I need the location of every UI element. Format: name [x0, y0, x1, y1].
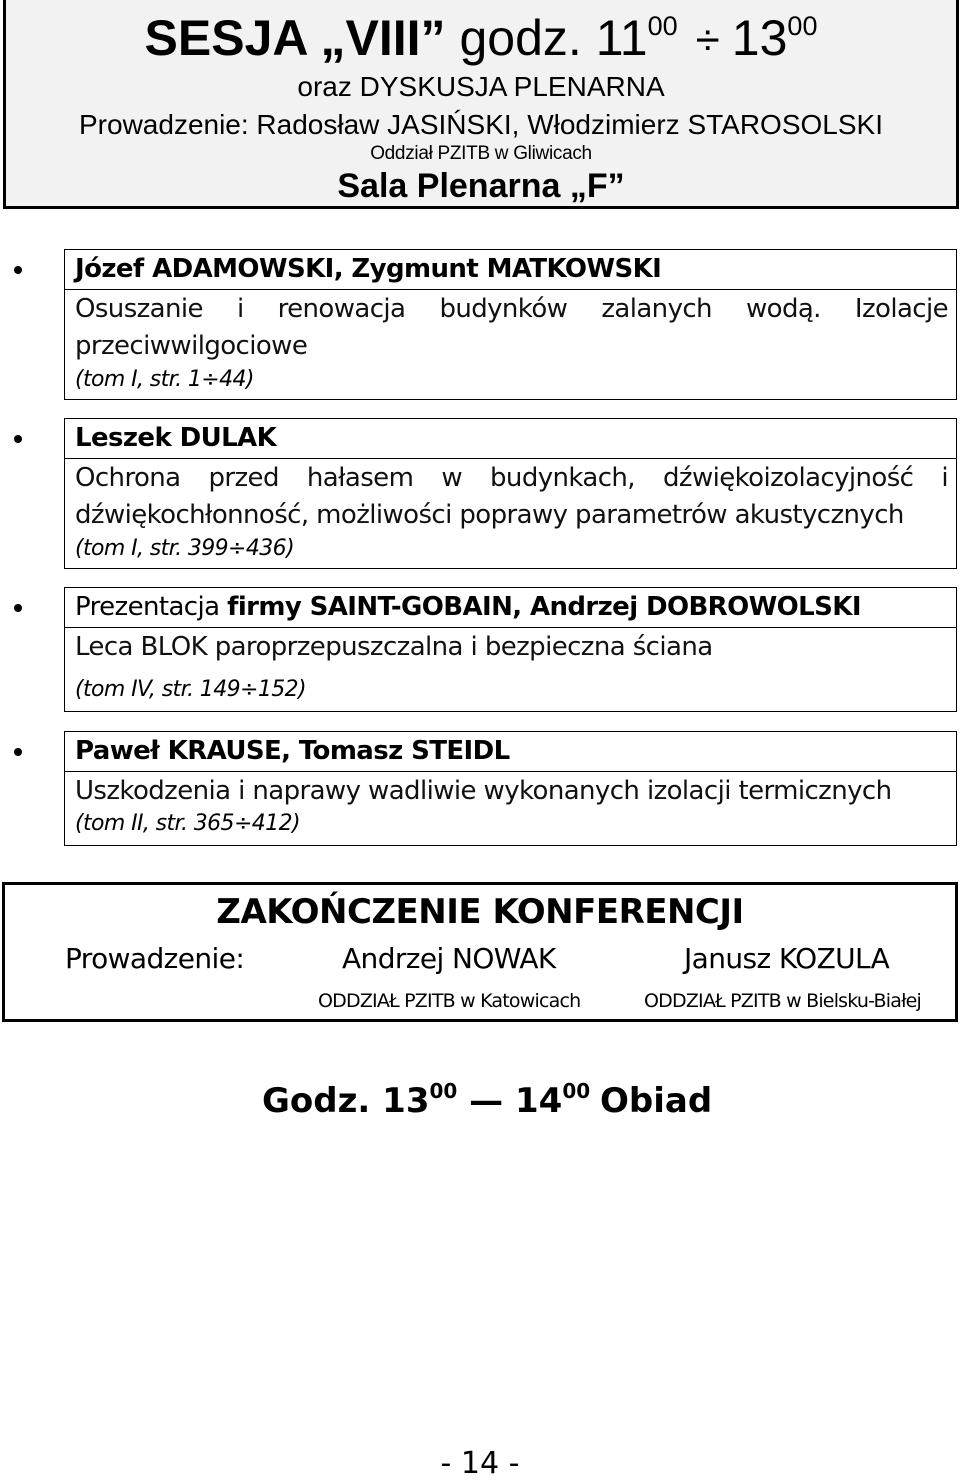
- session-end-min: 00: [787, 11, 818, 41]
- session-subtitle: oraz DYSKUSJA PLENARNA: [297, 71, 665, 102]
- talk-authors-company: firmy SAINT-GOBAIN, Andrzej DOBROWOLSKI: [227, 592, 861, 622]
- bullet-icon: [14, 604, 22, 612]
- closing-title: ZAKOŃCZENIE KONFERENCJI: [216, 892, 744, 932]
- lunch-time: [262, 1078, 590, 1124]
- talk-author-row: [65, 732, 956, 772]
- session-branch: Oddział PZITB w Gliwicach: [370, 143, 592, 164]
- talk-author-row: [65, 419, 956, 459]
- talk-author-row: [65, 250, 956, 290]
- talk-authors: Leszek DULAK: [75, 423, 277, 453]
- session-title: [6, 8, 956, 71]
- talk-reference: (tom IV, str. 149÷152): [75, 677, 306, 702]
- talk-item: [64, 731, 957, 846]
- lunch-dash: —: [457, 1081, 516, 1121]
- bullet-icon: [14, 435, 22, 443]
- session-start-hour: 11: [595, 10, 648, 66]
- bullet-icon: [14, 266, 22, 274]
- session-name: SESJA „VIII”: [144, 10, 446, 66]
- session-header: [3, 0, 959, 209]
- lunch-label: Obiad: [600, 1081, 713, 1121]
- talk-item: [64, 587, 957, 712]
- lunch-start-hour: 13: [382, 1081, 430, 1121]
- talk-authors: Paweł KRAUSE, Tomasz STEIDL: [75, 736, 510, 766]
- session-chairs: Prowadzenie: Radosław JASIŃSKI, Włodzimierz STAROSOLSKI: [79, 109, 883, 140]
- talk-authors: Józef ADAMOWSKI, Zygmunt MATKOWSKI: [75, 254, 662, 284]
- closing-chair1-name: Andrzej NOWAK: [342, 942, 556, 975]
- talk-reference: (tom I, str. 399÷436): [75, 536, 295, 561]
- lunch-prefix: Godz.: [262, 1081, 383, 1121]
- session-start-min: 00: [647, 11, 678, 41]
- talk-reference: (tom I, str. 1÷44): [75, 367, 254, 392]
- lunch-end-hour: 14: [515, 1081, 563, 1121]
- talk-item: [64, 249, 957, 400]
- talk-authors-prefix: Prezentacja: [75, 592, 228, 622]
- closing-chair2-name: Janusz KOZULA: [684, 942, 890, 975]
- closing-chairs-label: Prowadzenie:: [65, 942, 245, 975]
- talk-authors: [75, 592, 861, 622]
- closing-chair2-branch: ODDZIAŁ PZITB w Bielsku-Białej: [644, 990, 922, 1012]
- talk-title: Uszkodzenia i naprawy wadliwie wykonanych izolacji termicznych: [75, 776, 892, 806]
- talk-title: Osuszanie i renowacja budynków zalanych wodą. Izolacje przeciwwilgociowe: [75, 294, 948, 361]
- closing-section: [2, 882, 958, 1022]
- lunch-end-min: 00: [562, 1079, 591, 1103]
- page-number: - 14 -: [440, 1446, 520, 1481]
- talk-reference: (tom II, str. 365÷412): [75, 811, 300, 836]
- bullet-icon: [14, 748, 22, 756]
- talk-author-row: [65, 588, 956, 628]
- lunch-start-min: 00: [429, 1079, 458, 1103]
- talk-item: [64, 418, 957, 569]
- talk-title: Leca BLOK paroprzepuszczalna i bezpieczna ściana: [75, 632, 713, 662]
- session-room: Sala Plenarna „F”: [337, 167, 625, 205]
- session-end-hour: 13: [731, 10, 788, 66]
- session-range-sign: ÷: [695, 16, 720, 65]
- closing-chair1-branch: ODDZIAŁ PZITB w Katowicach: [318, 990, 581, 1012]
- session-time-prefix: godz.: [459, 10, 596, 66]
- talk-title: Ochrona przed hałasem w budynkach, dźwiękoizolacyjność i dźwiękochłonność, możliwości poprawy parametrów akustycznych: [75, 463, 948, 530]
